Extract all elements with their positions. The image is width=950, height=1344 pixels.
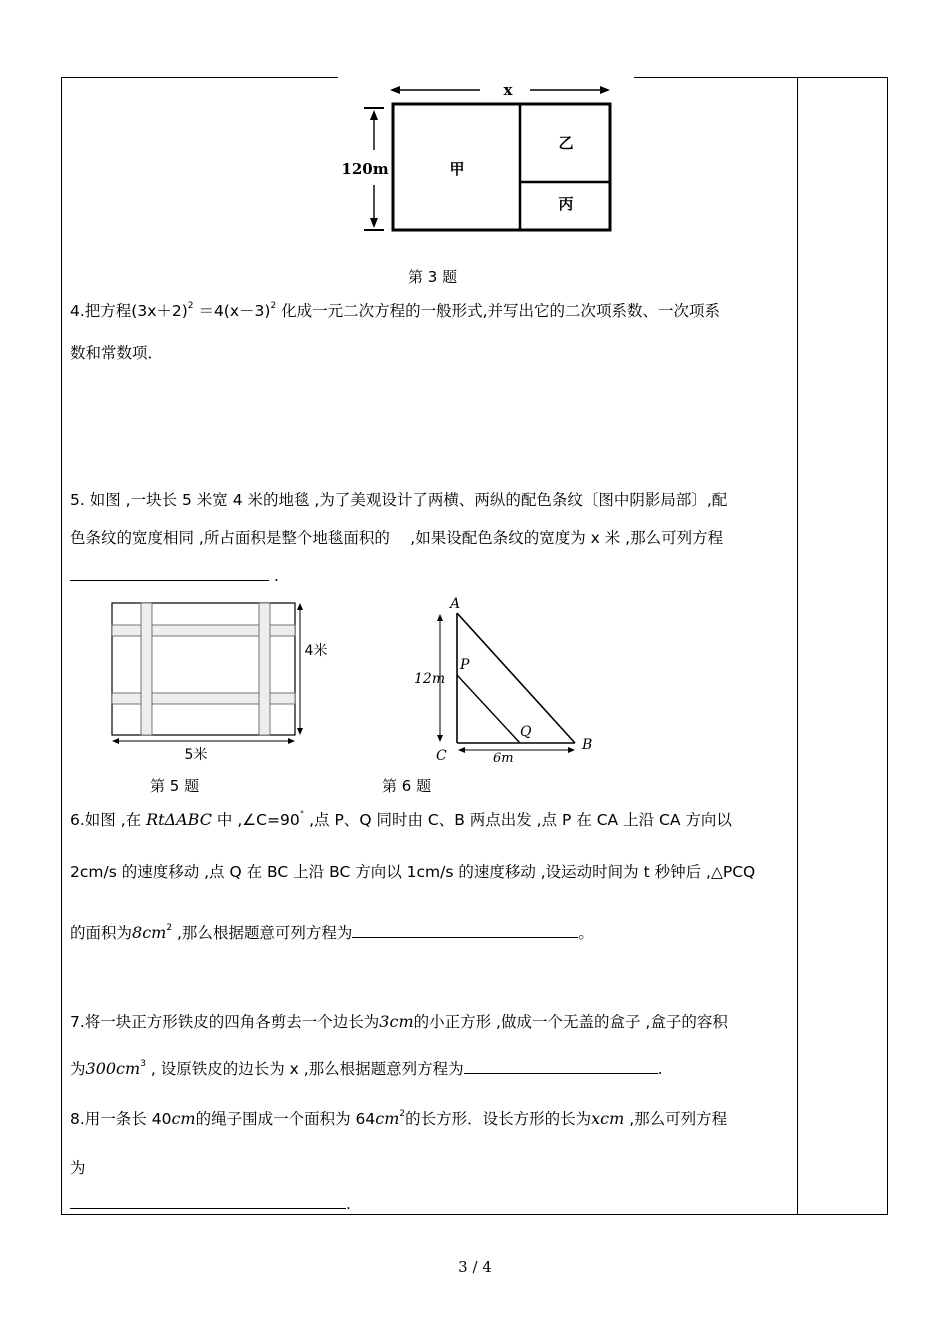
- ac-arrow-top: [437, 614, 443, 621]
- cb-arrow-right: [568, 747, 575, 753]
- question-5-line-3: .: [70, 566, 279, 586]
- figure-5-caption: 第 5 题: [150, 777, 200, 795]
- ac-arrow-bottom: [437, 735, 443, 742]
- question-7-line-1: 7.将一块正方形铁皮的四角各剪去一个边长为3cm的小正方形 ,做成一个无盖的盒子 ,盒子的容积: [70, 1012, 728, 1031]
- region-bing-label: 丙: [558, 195, 574, 213]
- question-8-line-3: .: [70, 1194, 351, 1214]
- page-number: 3 / 4: [458, 1258, 492, 1276]
- side-ab: [457, 613, 575, 743]
- question-6-line-2: 2cm/s 的速度移动 ,点 Q 在 BC 上沿 BC 方向以 1cm/s 的速度移动 ,设运动时间为 t 秒钟后 ,△PCQ: [70, 863, 756, 881]
- answer-blank-6[interactable]: [352, 923, 578, 938]
- question-8-line-2: 为: [70, 1159, 86, 1177]
- question-8-line-1: 8.用一条长 40cm的绳子围成一个面积为 $64cm^2$的长方形．设长方形的长为xcm ,那么可列方程: [70, 1109, 728, 1128]
- vertex-a-label: A: [450, 596, 461, 612]
- vertex-c-label: C: [436, 748, 447, 764]
- vertex-b-label: B: [582, 737, 593, 753]
- question-7-line-2: 为$300cm^3$ , 设原铁皮的边长为 x ,那么根据题意列方程为 .: [70, 1059, 663, 1078]
- height-label: 120m: [341, 160, 389, 178]
- answer-blank-8[interactable]: [70, 1194, 346, 1209]
- ac-length-label: 12m: [414, 671, 446, 687]
- cb-length-label: 6m: [493, 751, 514, 766]
- x-label: x: [503, 81, 513, 99]
- question-6-line-1: 6.如图 ,在 RtΔABC 中 ,∠C=90° ,点 P、Q 同时由 C、B 两点出发 ,点 P 在 CA 上沿 CA 方向以: [70, 810, 732, 829]
- figure-3-caption: 第 3 题: [408, 268, 458, 286]
- question-5-line-1: 5. 如图 ,一块长 5 米宽 4 米的地毯 ,为了美观设计了两横、两纵的配色条纹〔图中阴影局部〕,配: [70, 491, 728, 509]
- question-4-line-1: 4.把方程$(3x+2)^2 =4(x-3)^2$ 化成一元二次方程的一般形式,并写出它的二次项系数、一次项系: [70, 301, 721, 320]
- width-label: 5米: [184, 747, 208, 763]
- segment-pq: [457, 675, 520, 743]
- height-label: 4米: [304, 643, 328, 659]
- cb-arrow-left: [458, 747, 465, 753]
- question-5-line-2: 色条纹的宽度相同 ,所占面积是整个地毯面积的 ,如果设配色条纹的宽度为 x 米 ,那么可列方程: [70, 529, 724, 547]
- question-4-line-2: 数和常数项．: [70, 344, 164, 362]
- region-yi-label: 乙: [558, 134, 574, 152]
- point-p-label: P: [460, 657, 470, 673]
- question-6-line-3: 的面积为$8cm^2$ ,那么根据题意可列方程为 。: [70, 923, 594, 942]
- answer-blank-7[interactable]: [464, 1059, 658, 1074]
- point-q-label: Q: [520, 724, 532, 740]
- region-jia-label: 甲: [449, 160, 465, 178]
- figure-6-caption: 第 6 题: [382, 777, 432, 795]
